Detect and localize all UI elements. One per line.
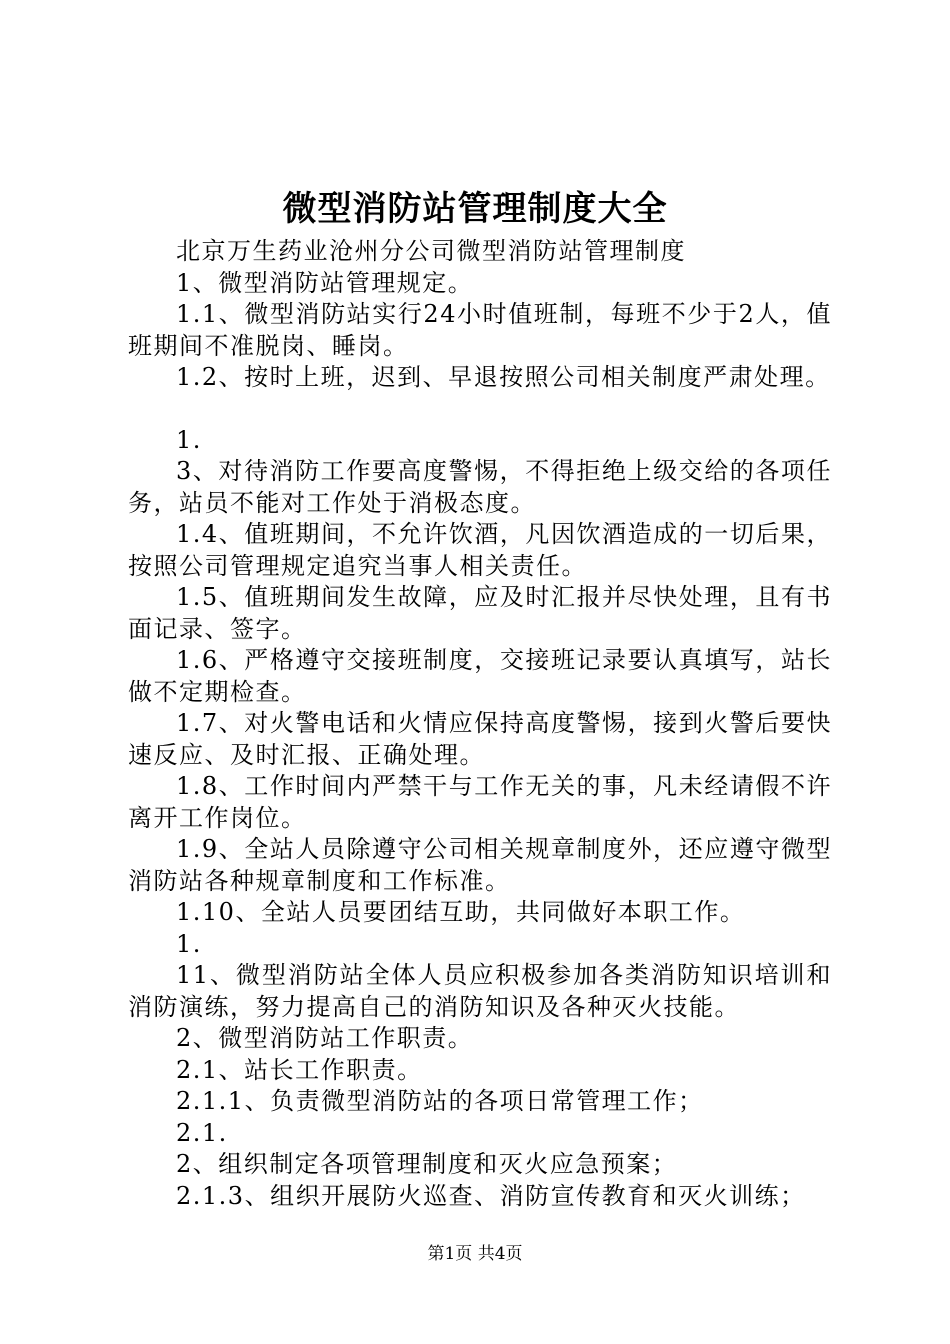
paragraph: 1. [176, 425, 202, 454]
paragraph: 2、微型消防站工作职责。 [176, 1024, 474, 1052]
paragraph: 2.1. [176, 1118, 228, 1147]
paragraph: 1.9、全站人员除遵守公司相关规章制度外，还应遵守微型消防站各种规章制度和工作标准。 [128, 835, 832, 895]
document-title: 微型消防站管理制度大全 [282, 189, 668, 229]
paragraph: 1.5、值班期间发生故障，应及时汇报并尽快处理，且有书面记录、签字。 [128, 583, 832, 643]
paragraph: 1.1、微型消防站实行24小时值班制，每班不少于2人，值班期间不准脱岗、睡岗。 [128, 300, 832, 360]
paragraph: 2.1.3、组织开展防火巡查、消防宣传教育和灭火训练； [176, 1181, 806, 1210]
paragraph: 1.10、全站人员要团结互助，共同做好本职工作。 [176, 898, 746, 926]
paragraph: 11、微型消防站全体人员应积极参加各类消防知识培训和消防演练，努力提高自己的消防知识及各种灭火技能。 [128, 961, 832, 1021]
paragraph: 1.2、按时上班，迟到、早退按照公司相关制度严肃处理。 [176, 363, 831, 391]
paragraph: 2、组织制定各项管理制度和灭火应急预案； [176, 1150, 678, 1178]
paragraph: 北京万生药业沧州分公司微型消防站管理制度 [176, 237, 686, 265]
paragraph: 2.1.1、负责微型消防站的各项日常管理工作； [176, 1087, 704, 1115]
paragraph: 1、微型消防站管理规定。 [176, 268, 474, 297]
paragraph: 1.7、对火警电话和火情应保持高度警惕，接到火警后要快速反应、及时汇报、正确处理。 [128, 709, 832, 769]
paragraph: 1.6、严格遵守交接班制度，交接班记录要认真填写，站长做不定期检查。 [128, 646, 832, 706]
paragraph: 3、对待消防工作要高度警惕，不得拒绝上级交给的各项任务，站员不能对工作处于消极态度。 [128, 457, 832, 517]
page-footer: 第1页 共4页 [427, 1244, 523, 1264]
document-body [128, 236, 832, 1212]
paragraph: 1.4、值班期间，不允许饮酒，凡因饮酒造成的一切后果，按照公司管理规定追究当事人相关责任。 [128, 520, 832, 580]
paragraph: 1. [176, 929, 202, 958]
paragraph: 1.8、工作时间内严禁干与工作无关的事，凡未经请假不许离开工作岗位。 [128, 772, 832, 832]
paragraph: 2.1、站长工作职责。 [176, 1055, 423, 1084]
